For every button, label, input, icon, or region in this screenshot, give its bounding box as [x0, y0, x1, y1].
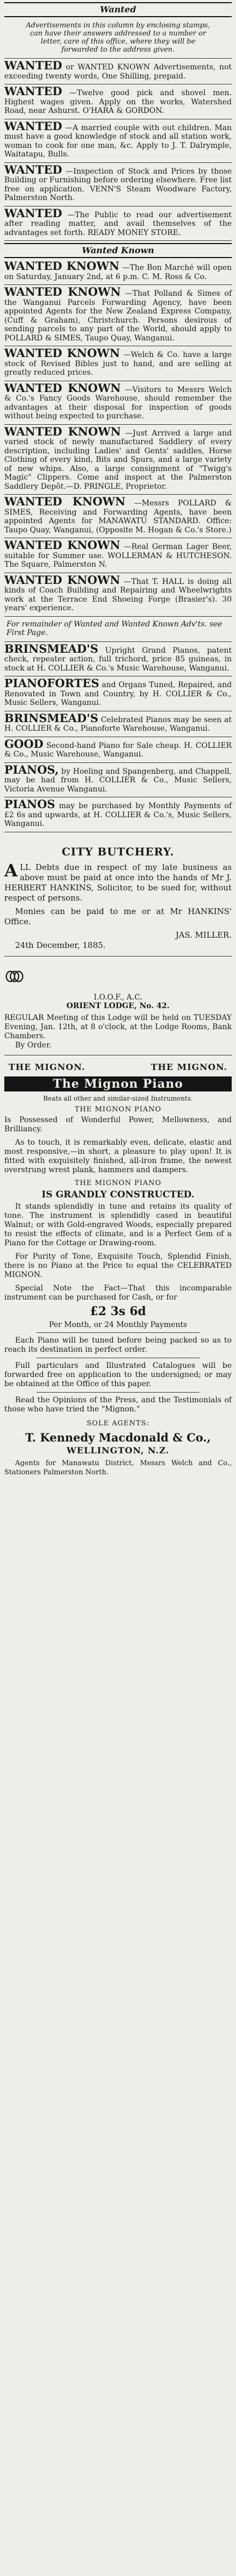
mignon-grand: IS GRANDLY CONSTRUCTED. — [41, 1189, 195, 1200]
ad-item — [4, 259, 232, 285]
ad-text: Upright Grand Pianos, patent check, repeater action, full trichord, price 85 guineas, in stock at H. COLLIER & Co.'s Music Warehouse, Wanganui. — [4, 646, 232, 673]
wanted-known-ads — [4, 259, 232, 617]
ad-lead: WANTED KNOWN — [4, 381, 121, 395]
ad-text: may be purchased by Monthly Payments of £2 6s and upwards, at H. COLLIER & Co.'s, Music Sellers, Wanganui. — [4, 802, 232, 828]
lodge-subtitle: ORIENT LODGE, No. 42. — [66, 1001, 170, 1010]
ad-item — [4, 163, 232, 206]
ad-lead: BRINSMEAD'S — [4, 711, 98, 725]
mignon-right-label: THE MIGNON. — [151, 1061, 227, 1072]
ad-text: and Organs Tuned, Repaired, and Renovated in Town and Country, by H. COLLIER & Co., Music Sellers, Wanganui. — [4, 681, 232, 707]
lodge-title: I.O.O.F., A.C. — [94, 993, 142, 1002]
butchery-signature: JAS. MILLER. — [175, 930, 232, 940]
mignon-firm: T. Kennedy Macdonald & Co., — [25, 1430, 211, 1444]
mignon-para-3: It stands splendidly in tune and retains its quality of tone. The instrument is splendidly cased in beautiful Walnut; or with Gold-engraved Woods, especially prepared to resist the effects of climate, and is a Perfect Gem of a Piano for the Cottage or Drawing-room. — [4, 1202, 232, 1247]
drop-cap: A — [4, 860, 18, 881]
mignon-caps-2: THE MIGNON PIANO — [74, 1179, 162, 1187]
ad-text: —Welch & Co. have a large stock of Revised Bibles just to hand, and are selling at greatly reduced prices. — [4, 351, 232, 377]
mignon-para-4: For Purity of Tone, Exquisite Touch, Splendid Finish, there is no Piano at the Price to equal the CELEBRATED MIGNON. — [4, 1252, 232, 1279]
mignon-caps-1: THE MIGNON PIANO — [74, 1105, 162, 1114]
ad-item — [4, 381, 232, 425]
ad-text: —That T. HALL is doing all kinds of Coach Building and Repairing and Wheelwrights work at the Terrace End Shoeing Forge (Brasier's). 30 years' experience. — [4, 577, 232, 612]
ad-lead: WANTED — [4, 119, 62, 133]
ad-lead: PIANOS, — [4, 762, 59, 776]
ad-lead: WANTED — [4, 206, 62, 220]
mignon-title: The Mignon Piano — [4, 1076, 232, 1091]
mignon-city: WELLINGTON, N.Z. — [66, 1445, 170, 1455]
ad-text: —Real German Lager Beer, suitable for Summer use. WOLLERMAN & HUTCHESON. The Square, Palmerston N. — [4, 543, 232, 569]
lodge-signature: By Order. — [15, 1040, 52, 1050]
mignon-advert — [4, 1055, 232, 1477]
mignon-para-6: Each Piano will be tuned before being packed so as to reach its destination in perfect order. — [4, 1336, 232, 1354]
ad-lead: WANTED KNOWN — [4, 259, 120, 273]
mignon-para-5: Special Note the Fact—That this incomparable instrument can be purchased for Cash, or for — [4, 1283, 232, 1302]
ad-item — [4, 797, 232, 832]
butchery-title: CITY BUTCHERY. — [61, 845, 175, 858]
ad-text: —Visitors to Messrs Welch & Co.'s Fancy Goods Warehouse, should remember the advantages at their disposal for inspection of goods without being expected to purchase. — [4, 385, 232, 420]
ad-lead: WANTED — [4, 162, 62, 176]
three-links-emblem-icon — [4, 966, 25, 987]
wanted-intro: Advertisements in this column by enclosing stamps, can have their answers addressed to a number or letter, care of this office, where they will be forwarded to the address given. — [4, 18, 232, 59]
mignon-footer: Agents for Manawatu District, Messrs Welch and Co., Stationers Palmerston North. — [4, 1459, 232, 1476]
mignon-tagline: Beats all other and similar-sized Instruments. — [43, 1094, 193, 1102]
mignon-para-8: Read the Opinions of the Press, and the Testimonials of those who have tried the "Mignon." — [4, 1395, 232, 1414]
ad-lead: BRINSMEAD'S — [4, 641, 98, 655]
ad-text: —That Polland & Simes of the Wanganui Parcels Forwarding Agency, have been appointed Agents for the New Zealand Express Company, (Cuff & Graham), Christchurch. Persons desirous of sending parcels to any part of the World, should apply to POLLARD & SIMES, Taupo Quay, Wanganui. — [4, 289, 232, 342]
ad-text: —A married couple with out children. Man must have a good knowledge of stock and all station work, woman to cook for one man, &c. Apply to J. T. Dalrymple, Waitatapu, Bulls. — [4, 123, 232, 159]
ad-text: by Hoeling and Spangenberg, and Chappell, may be had from H. COLLIER & Co., Music Sellers, Victoria Avenue Wanganui. — [4, 767, 232, 794]
ad-text: Celebrated Pianos may be seen at H. COLLIER & Co., Pianoforte Warehouse, Wanganui. — [4, 715, 232, 733]
piano-ads — [4, 642, 232, 832]
mignon-header-row — [4, 1055, 232, 1075]
city-butchery-notice — [4, 843, 232, 957]
ad-lead: WANTED KNOWN — [4, 424, 121, 438]
ad-item — [4, 642, 232, 677]
ad-lead: PIANOS — [4, 797, 55, 811]
ad-lead: WANTED KNOWN — [4, 573, 120, 587]
butchery-date: 24th December, 1885. — [15, 940, 106, 950]
ad-lead: WANTED KNOWN — [4, 346, 120, 360]
ad-item — [4, 206, 232, 241]
ad-lead: WANTED — [4, 59, 62, 72]
ad-item — [4, 285, 232, 346]
ad-text: —The Public to read our advertisement after reading matter, and avail themselves of the advantages set forth. READY MONEY STORE. — [4, 210, 232, 237]
mignon-agents-label: SOLE AGENTS: — [87, 1419, 149, 1428]
butchery-text-2: Monies can be paid to me or at Mr HANKINS' Office. — [4, 906, 232, 926]
ad-text: —Twelve good pick and shovel men. Highest wages given. Apply on the works, Watershed Road, near Ashurst. O'HARA & GORDON. — [4, 89, 232, 115]
ad-item — [4, 495, 232, 538]
mignon-left-label: THE MIGNON. — [9, 1061, 85, 1072]
mignon-price-note: Per Month, or 24 Monthly Payments — [48, 1320, 188, 1329]
butchery-text: LL Debts due in respect of my late business as above must be paid at once into the hands of Mr J. HERBERT HANKINS, Solicitor, to be sued for, without respect of persons. — [4, 862, 232, 903]
divider — [37, 1392, 199, 1393]
ad-text: —Just Arrived a large and varied stock of newly manufactured Saddlery of every description, including Ladies' and Gents' saddles, Horse Clothing of every kind, Bits and Spurs, and a large variety of new whips. Also, a large consignment of "Twigg's Magic" Clippers. Come and inspect at the Palmerston Saddlery Depôt.—D. PRINGLE, Proprietor. — [4, 429, 232, 491]
wanted-known-heading: Wanted Known — [4, 243, 232, 258]
ad-item — [4, 84, 232, 119]
ad-lead: WANTED KNOWN — [4, 495, 126, 508]
ad-lead: WANTED KNOWN — [4, 285, 121, 298]
ad-lead: WANTED — [4, 84, 62, 98]
ad-lead: PIANOFORTES — [4, 676, 99, 690]
ad-item — [4, 346, 232, 381]
mignon-para-2: As to touch, it is remarkably even, delicate, elastic and most responsive,—in short, a pleasure to play upon! It is fitted with exquisitely finished, all-iron frame, the newest overstrung wrest plank, hammers and dampers. — [4, 1138, 232, 1174]
lodge-notice — [4, 957, 232, 1055]
ad-text: or WANTED KNOWN Advertisements, not exceeding twenty words, One Shilling, prepaid. — [4, 63, 232, 81]
ad-lead: WANTED KNOWN — [4, 538, 120, 552]
ad-item — [4, 763, 232, 798]
lodge-text: REGULAR Meeting of this Lodge will be held on TUESDAY Evening, Jan. 12th, at 8 o'clock, at the Lodge Rooms, Bank Chambers. — [4, 1013, 232, 1040]
butchery-body — [4, 860, 232, 957]
ad-item — [4, 538, 232, 573]
ad-item — [4, 425, 232, 495]
divider — [37, 1332, 199, 1333]
ad-item — [4, 711, 232, 737]
wanted-heading: Wanted — [4, 2, 232, 17]
ad-item — [4, 573, 232, 617]
wanted-ads — [4, 59, 232, 241]
mignon-para-7: Full particulars and Illustrated Catalogues will be forwarded free on application to the undersigned; or may be obtained at the Office of this paper. — [4, 1361, 232, 1388]
ad-text: —Messrs POLLARD & SIMES, Receiving and Forwarding Agents, have been appointed Agents for MANAWATU STANDARD. Office: Taupo Quay, Wanganui, (Opposite M. Hogan & Co.'s Store.) — [4, 499, 232, 534]
ad-item — [4, 737, 232, 763]
ad-text: —The Bon Marché will open on Saturday, January 2nd, at 6 p.m. C. M. Ross & Co. — [4, 263, 232, 281]
ad-text: Second-hand Piano for Sale cheap. H. COLLIER & Co., Music Warehouse, Wanganui. — [4, 741, 232, 759]
mignon-para-1: Is Possessed of Wonderful Power, Mellowness, and Brilliancy. — [4, 1115, 232, 1133]
ad-item — [4, 119, 232, 163]
ad-item — [4, 676, 232, 711]
remainder-note: For remainder of Wanted and Wanted Known Adv'ts. see First Page. — [4, 617, 232, 642]
ad-lead: GOOD — [4, 737, 44, 751]
ad-item — [4, 59, 232, 84]
mignon-price: £2 3s 6d — [90, 1304, 146, 1318]
ad-text: —Inspection of Stock and Prices by those Building or Furnishing before ordering elsewhere. Free list free on application. VENN'S Steam Woodware Factory, Palmerston North. — [4, 167, 232, 202]
